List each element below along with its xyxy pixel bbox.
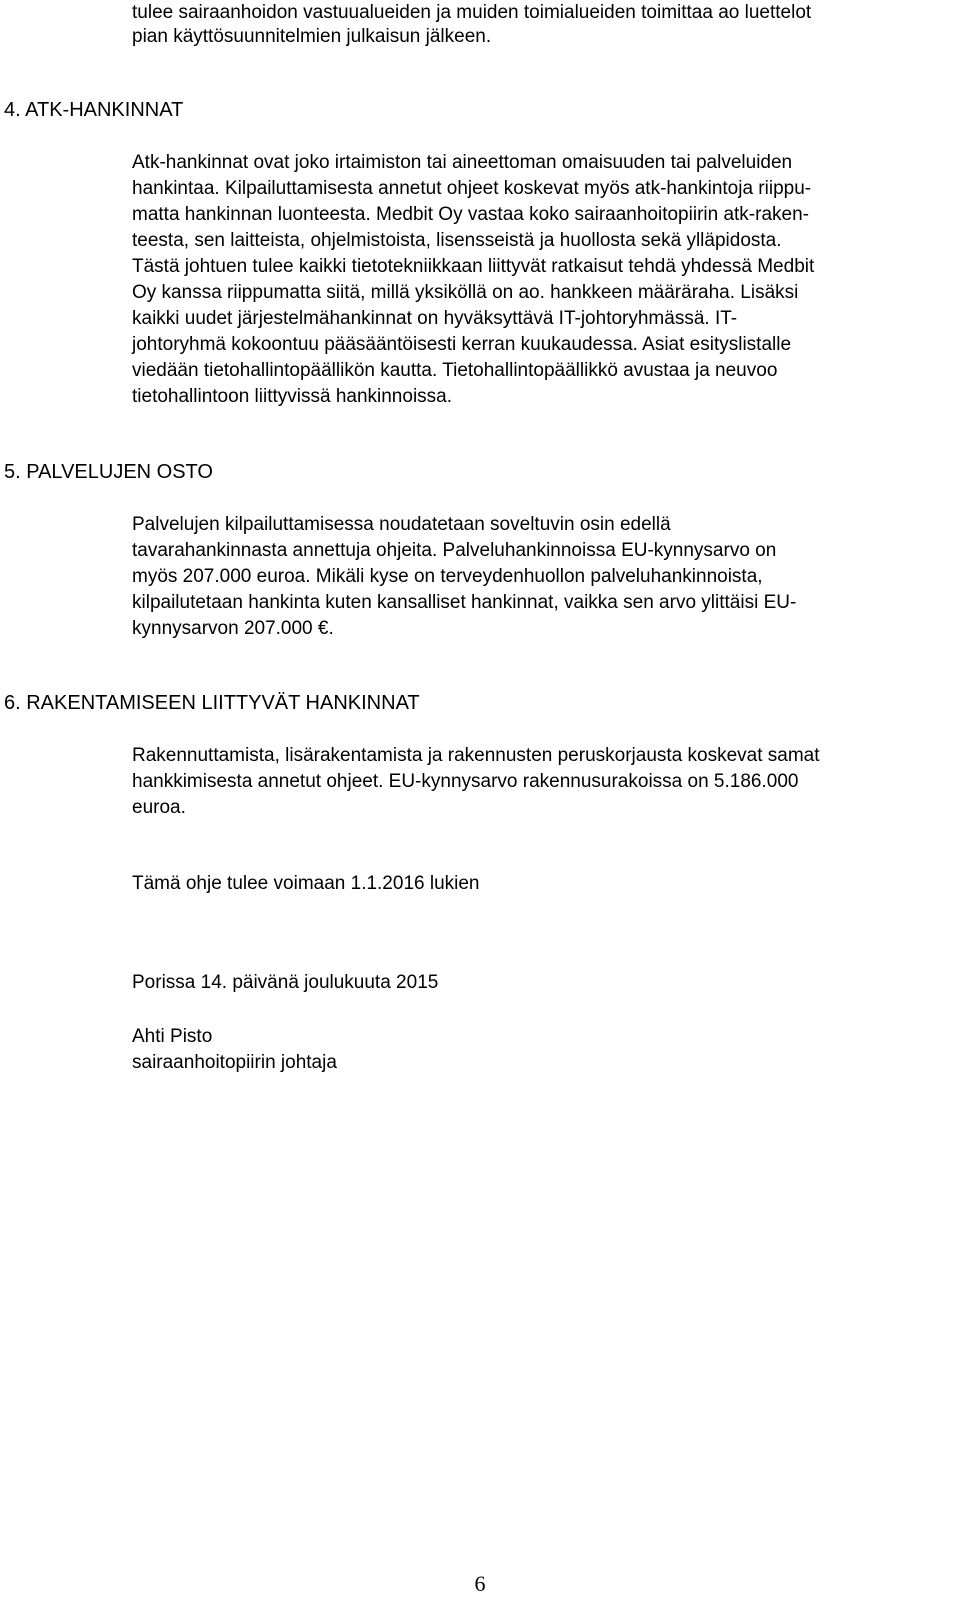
section4-heading: 4. ATK-HANKINNAT	[4, 99, 184, 121]
page-number: 6	[474, 1571, 486, 1596]
section5-line-2: tavarahankinnasta annettuja ohjeita. Palveluhankinnoissa EU-kynnysarvo on	[132, 540, 777, 561]
section4-line-3: matta hankinnan luonteesta. Medbit Oy vastaa koko sairaanhoitopiirin atk-raken-	[132, 204, 809, 225]
section5-heading: 5. PALVELUJEN OSTO	[4, 461, 213, 483]
section4-line-6: Oy kanssa riippumatta siitä, millä yksiköllä on ao. hankkeen määräraha. Lisäksi	[132, 282, 799, 303]
section4-line-2: hankintaa. Kilpailuttamisesta annetut ohjeet koskevat myös atk-hankintoja riippu-	[132, 178, 812, 199]
section4-line-5: Tästä johtuen tulee kaikki tietotekniikkaan liittyvät ratkaisut tehdä yhdessä Medbit	[132, 256, 815, 277]
signer-title: sairaanhoitopiirin johtaja	[132, 1052, 337, 1073]
section5-line-3: myös 207.000 euroa. Mikäli kyse on terveydenhuollon palveluhankinnoista,	[132, 566, 763, 587]
validity-statement: Tämä ohje tulee voimaan 1.1.2016 lukien	[132, 873, 480, 894]
section4-line-1: Atk-hankinnat ovat joko irtaimiston tai aineettoman omaisuuden tai palveluiden	[132, 152, 793, 173]
section6-heading: 6. RAKENTAMISEEN LIITTYVÄT HANKINNAT	[4, 692, 420, 714]
section4-line-7: kaikki uudet järjestelmähankinnat on hyväksyttävä IT-johtoryhmässä. IT-	[132, 308, 738, 329]
section6-line-3: euroa.	[132, 797, 186, 818]
section6-line-1: Rakennuttamista, lisärakentamista ja rakennusten peruskorjausta koskevat samat	[132, 745, 820, 766]
section6-line-2: hankkimisesta annetut ohjeet. EU-kynnysarvo rakennusurakoissa on 5.186.000	[132, 771, 799, 792]
section4-line-9: viedään tietohallintopäällikön kautta. Tietohallintopäällikkö avustaa ja neuvoo	[132, 360, 778, 381]
section4-line-8: johtoryhmä kokoontuu pääsääntöisesti kerran kuukaudessa. Asiat esityslistalle	[132, 334, 792, 355]
intro-line-1: tulee sairaanhoidon vastuualueiden ja muiden toimialueiden toimittaa ao luettelot	[132, 2, 812, 23]
signer-name: Ahti Pisto	[132, 1026, 213, 1047]
section4-line-10: tietohallintoon liittyvissä hankinnoissa.	[132, 386, 453, 407]
section5-line-4: kilpailutetaan hankinta kuten kansalliset hankinnat, vaikka sen arvo ylittäisi EU-	[132, 592, 797, 613]
section4-line-4: teesta, sen laitteista, ohjelmistoista, lisensseistä ja huollosta sekä ylläpidosta.	[132, 230, 782, 251]
intro-line-2: pian käyttösuunnitelmien julkaisun jälkeen.	[132, 26, 492, 47]
section5-line-5: kynnysarvon 207.000 €.	[132, 618, 334, 639]
section5-line-1: Palvelujen kilpailuttamisessa noudatetaan soveltuvin osin edellä	[132, 514, 671, 535]
place-and-date: Porissa 14. päivänä joulukuuta 2015	[132, 972, 439, 993]
